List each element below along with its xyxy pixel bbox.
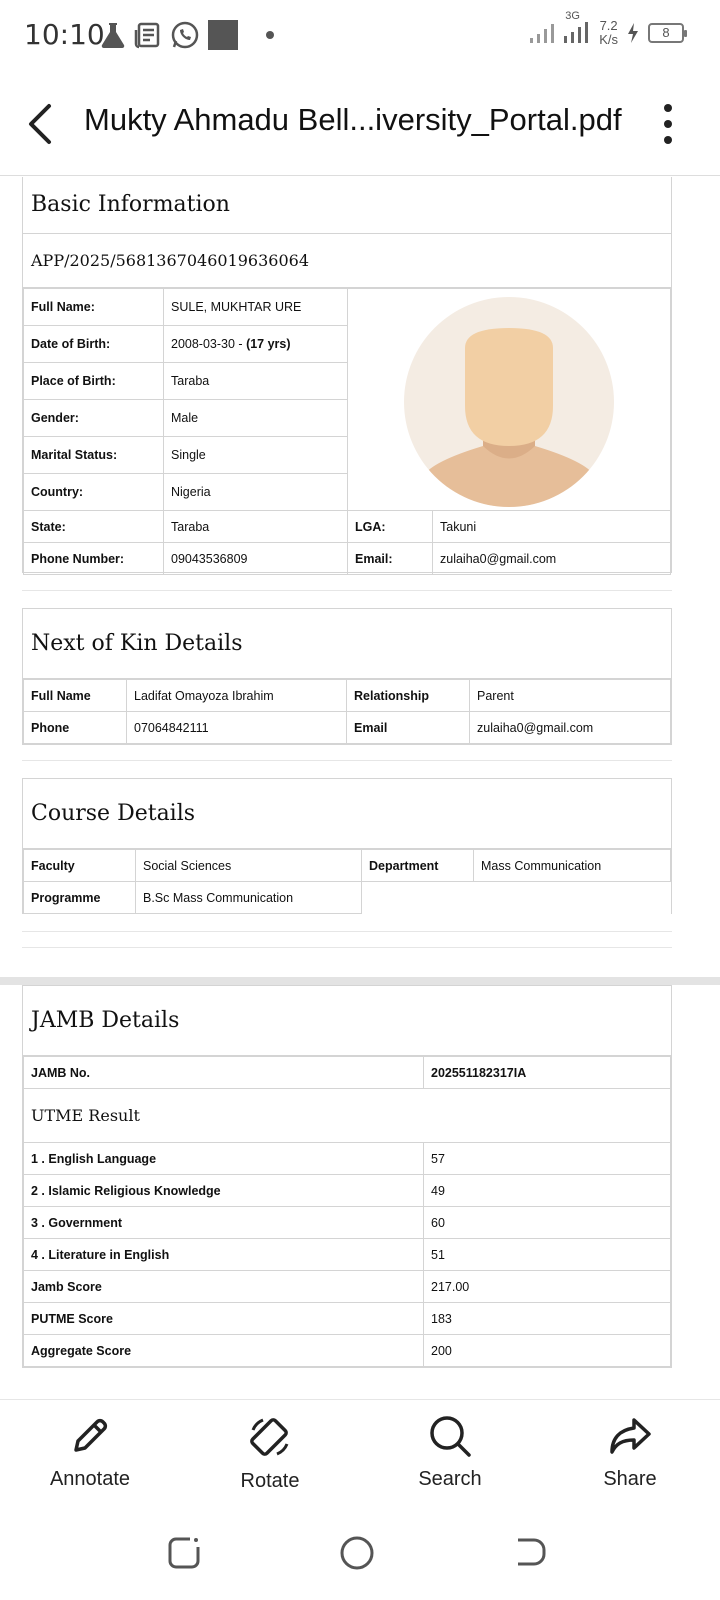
field-value: Male xyxy=(164,400,348,437)
field-label: Gender: xyxy=(24,400,164,437)
subject-score: 60 xyxy=(424,1207,671,1239)
annotate-button[interactable] xyxy=(0,1400,180,1509)
battery-icon: 8 xyxy=(648,23,684,43)
field-value: Mass Communication xyxy=(474,850,671,882)
score-value: 217.00 xyxy=(424,1271,671,1303)
section-title: Next of Kin Details xyxy=(23,609,671,679)
course-table xyxy=(23,849,671,914)
dot-icon xyxy=(664,136,672,144)
jamb-table xyxy=(23,1056,671,1367)
back-arrow-icon xyxy=(27,103,53,145)
jamb-details-section xyxy=(22,985,672,1368)
field-value: Nigeria xyxy=(164,474,348,511)
annotate-label: Annotate xyxy=(49,1468,131,1490)
field-label: Email xyxy=(347,712,470,744)
field-label: Phone Number: xyxy=(24,543,164,575)
field-label: Relationship xyxy=(347,680,470,712)
score-value: 200 xyxy=(424,1335,671,1367)
pdf-viewer[interactable] xyxy=(0,177,720,1399)
application-number: APP/2025/5681367046019636064 xyxy=(23,234,671,288)
recent-apps-button[interactable] xyxy=(164,1533,204,1573)
field-label: Marital Status: xyxy=(24,437,164,474)
field-value: SULE, MUKHTAR URE xyxy=(164,289,348,326)
flask-icon xyxy=(100,21,126,49)
field-label: Full Name xyxy=(24,680,127,712)
rotate-label: Rotate xyxy=(240,1470,300,1492)
home-button[interactable] xyxy=(337,1533,377,1573)
share-button[interactable] xyxy=(540,1400,720,1509)
field-label: Faculty xyxy=(24,850,136,882)
share-label: Share xyxy=(603,1468,657,1490)
field-label: Email: xyxy=(348,543,433,575)
search-button[interactable] xyxy=(360,1400,540,1509)
recent-apps-icon xyxy=(164,1533,204,1573)
network-type: 3G xyxy=(565,10,580,22)
subject-score: 57 xyxy=(424,1143,671,1175)
divider xyxy=(22,760,672,761)
subject-score: 49 xyxy=(424,1175,671,1207)
field-value: 202551182317IA xyxy=(424,1057,671,1089)
next-of-kin-section xyxy=(22,608,672,745)
field-value: Parent xyxy=(470,680,671,712)
notification-icons xyxy=(100,20,274,50)
field-value: Taraba xyxy=(164,363,348,400)
field-value: Taraba xyxy=(164,511,348,543)
basic-information-section xyxy=(22,177,672,573)
divider xyxy=(22,947,672,948)
whatsapp-icon xyxy=(170,20,200,50)
divider xyxy=(22,931,672,932)
score-value: 183 xyxy=(424,1303,671,1335)
dot-icon xyxy=(664,120,672,128)
course-details-section xyxy=(22,778,672,914)
search-icon xyxy=(428,1414,472,1458)
field-value-age: (17 yrs) xyxy=(246,337,291,351)
avatar-placeholder-icon xyxy=(403,296,615,508)
photo-cell xyxy=(348,289,671,511)
score-label: Aggregate Score xyxy=(24,1335,424,1367)
utme-result-heading: UTME Result xyxy=(24,1089,671,1143)
section-title: Course Details xyxy=(23,779,671,849)
app-square-icon xyxy=(208,20,238,50)
field-value: 2008-03-30 - xyxy=(171,337,247,351)
search-label: Search xyxy=(418,1468,482,1490)
bottom-toolbar xyxy=(0,1399,720,1509)
field-label: LGA: xyxy=(348,511,433,543)
charging-icon xyxy=(626,22,640,44)
score-label: PUTME Score xyxy=(24,1303,424,1335)
status-time: 10:10 xyxy=(24,18,105,51)
field-value-container xyxy=(164,326,348,363)
home-circle-icon xyxy=(337,1533,377,1573)
subject-score: 51 xyxy=(424,1239,671,1271)
back-button[interactable] xyxy=(18,100,62,148)
subject-label: 1 . English Language xyxy=(24,1143,424,1175)
field-value: B.Sc Mass Communication xyxy=(136,882,362,914)
field-label: Full Name: xyxy=(24,289,164,326)
share-icon xyxy=(608,1414,652,1458)
subject-label: 2 . Islamic Religious Knowledge xyxy=(24,1175,424,1207)
speed-value: 7.2 xyxy=(599,17,618,33)
divider xyxy=(22,590,672,591)
system-nav-bar xyxy=(0,1509,720,1600)
field-label: Programme xyxy=(24,882,136,914)
field-value: zulaiha0@gmail.com xyxy=(433,543,671,575)
app-bar xyxy=(0,72,720,176)
page-separator xyxy=(0,977,720,985)
subject-label: 3 . Government xyxy=(24,1207,424,1239)
field-label: Date of Birth: xyxy=(24,326,164,363)
basic-info-table xyxy=(23,288,671,575)
field-label: Department xyxy=(362,850,474,882)
field-value: Ladifat Omayoza Ibrahim xyxy=(127,680,347,712)
field-label: Phone xyxy=(24,712,127,744)
score-label: Jamb Score xyxy=(24,1271,424,1303)
subject-label: 4 . Literature in English xyxy=(24,1239,424,1271)
signal-icon xyxy=(529,22,555,44)
next-of-kin-table xyxy=(23,679,671,744)
field-value: 09043536809 xyxy=(164,543,348,575)
back-nav-button[interactable] xyxy=(510,1533,550,1573)
dot-icon xyxy=(664,104,672,112)
section-title: Basic Information xyxy=(23,177,671,234)
rotate-icon xyxy=(247,1414,293,1460)
field-value: Social Sciences xyxy=(136,850,362,882)
field-value: zulaiha0@gmail.com xyxy=(470,712,671,744)
field-label: State: xyxy=(24,511,164,543)
more-notifications-dot-icon xyxy=(266,31,274,39)
empty-cell xyxy=(362,882,671,914)
network-speed xyxy=(599,19,618,47)
section-title: JAMB Details xyxy=(23,986,671,1056)
back-nav-icon xyxy=(510,1533,550,1573)
status-bar xyxy=(0,0,720,72)
news-icon xyxy=(134,21,162,49)
field-value: Takuni xyxy=(433,511,671,543)
pencil-icon xyxy=(68,1414,112,1458)
field-label: JAMB No. xyxy=(24,1057,424,1089)
signal-3g xyxy=(563,10,591,47)
rotate-button[interactable] xyxy=(180,1400,360,1509)
field-value: Single xyxy=(164,437,348,474)
more-options-button[interactable] xyxy=(656,100,680,148)
field-label: Place of Birth: xyxy=(24,363,164,400)
speed-unit: K/s xyxy=(599,31,618,47)
document-title: Mukty Ahmadu Bell...iversity_Portal.pdf xyxy=(84,102,622,137)
field-value: 07064842111 xyxy=(127,712,347,744)
field-label: Country: xyxy=(24,474,164,511)
